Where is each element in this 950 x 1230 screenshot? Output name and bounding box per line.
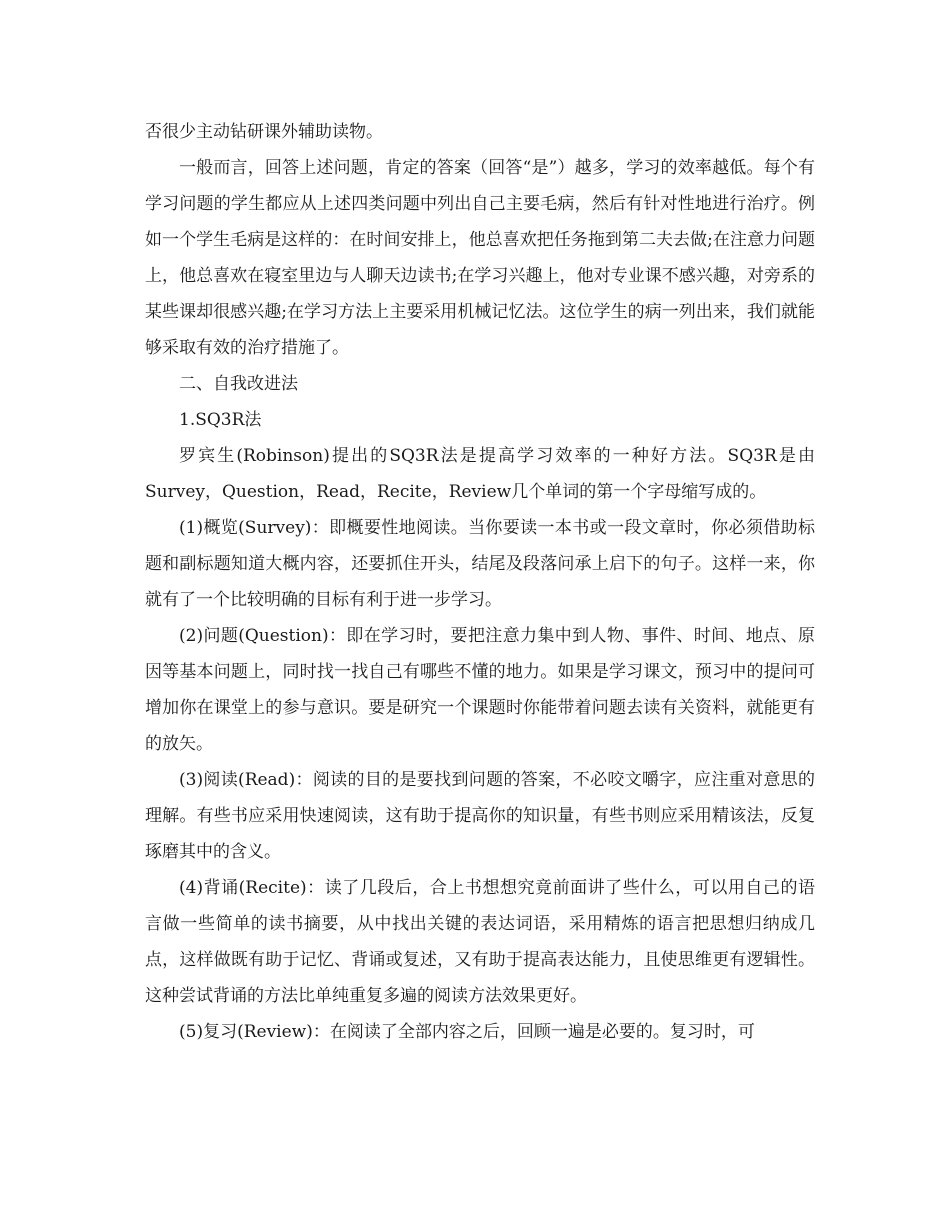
paragraph-review: (5)复习(Review)：在阅读了全部内容之后，回顾一遍是必要的。复习时，可 [179,1022,755,1042]
paragraph-survey: (1)概览(Survey)：即概要性地阅读。当你要读一本书或一段文章时，你必须借助标题和副标题知道大概内容，还要抓住开头，结尾及段落问承上启下的句子。这样一来，你就有了一个比较明确的目标有利于进一步学习。 [145,518,815,610]
paragraph-question: (2)问题(Question)：即在学习时，要把注意力集中到人物、事件、时间、地点、原因等基本问题上，同时找一找自己有哪些不懂的地力。如果是学习课文，预习中的提问可增加你在课堂上的参与意识。要是研究一个课题时你能带着问题去读有关资料，就能更有的放矢。 [145,626,815,754]
section-heading-self-improvement: 二、自我改进法 [179,374,298,394]
subsection-heading-sq3r: 1.SQ3R法 [179,410,262,430]
document-body [145,114,815,1050]
paragraph-recite: (4)背诵(Recite)：读了几段后，合上书想想究竟前面讲了些什么，可以用自己的语言做一些简单的读书摘要，从中找出关键的表达词语，采用精炼的语言把思想归纳成几点，这样做既有助于记忆、背诵或复述，又有助于提高表达能力，且使思维更有逻辑性。这种尝试背诵的方法比单纯重复多遍的阅读方法效果更好。 [145,878,815,1006]
paragraph-read: (3)阅读(Read)：阅读的目的是要找到问题的答案，不必咬文嚼字，应注重对意思的理解。有些书应采用快速阅读，这有助于提高你的知识量，有些书则应采用精该法，反复琢磨其中的含义。 [145,770,815,862]
paragraph-diagnosis: 一般而言，回答上述问题，肯定的答案（回答“是”）越多，学习的效率越低。每个有学习问题的学生都应从上述四类问题中列出自己主要毛病，然后有针对性地进行治疗。例如一个学生毛病是这样的：在时间安排上，他总喜欢把任务拖到第二夫去做;在注意力问题上，他总喜欢在寝室里边与人聊天边读书;在学习兴趣上，他对专业课不感兴趣，对旁系的某些课却很感兴趣;在学习方法上主要采用机械记忆法。这位学生的病一列出来，我们就能够采取有效的治疗措施了。 [145,158,815,358]
paragraph-sq3r-intro: 罗宾生(Robinson)提出的SQ3R法是提高学习效率的一种好方法。SQ3R是由Survey，Question，Read，Recite，Review几个单词的第一个字母缩写成的。 [145,446,815,502]
paragraph-continuation: 否很少主动钻研课外辅助读物。 [145,122,383,142]
